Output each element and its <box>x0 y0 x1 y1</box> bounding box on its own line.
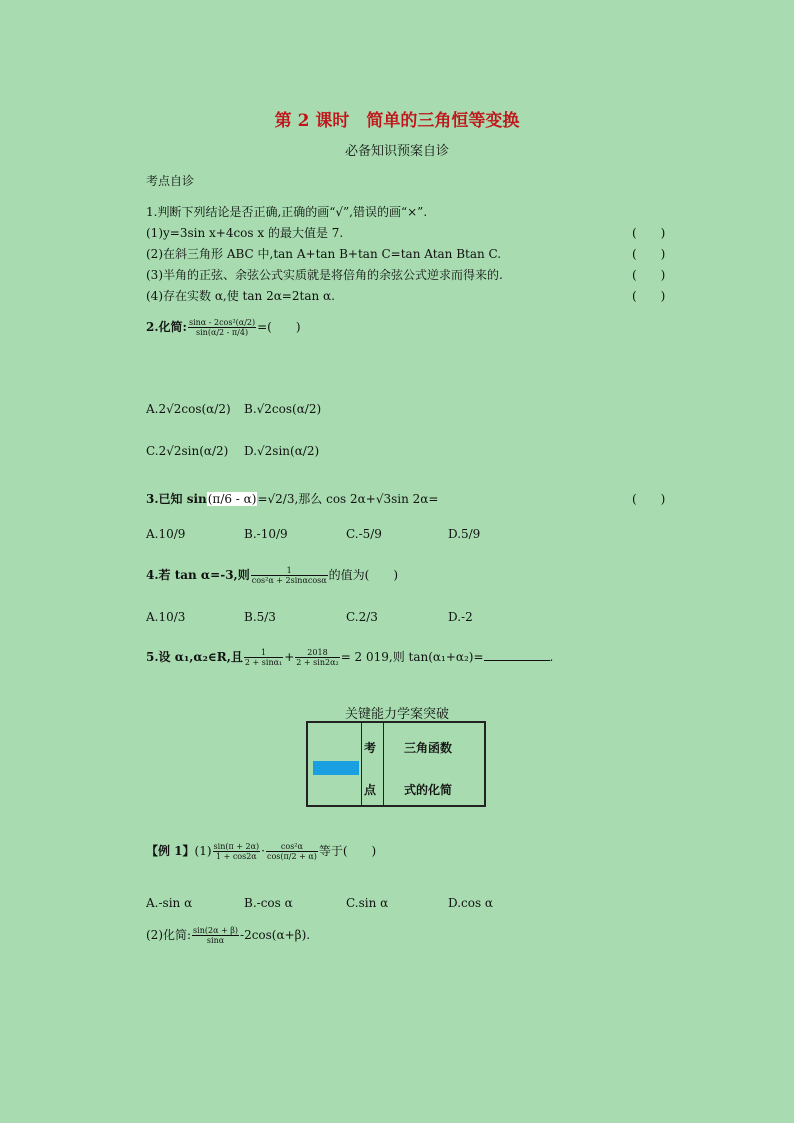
example-1-tail-2: -2cos(α+β). <box>240 928 311 943</box>
q1-item-2: (2)在斜三角形 ABC 中,tan A+tan B+tan C=tan Atan Btan C. <box>146 247 502 261</box>
example-1-option-c[interactable]: C.sin α <box>346 896 389 910</box>
q5-fraction-1 <box>244 648 283 667</box>
q2-option-b[interactable]: B.√2cos(α/2) <box>244 402 322 416</box>
q3-option-c[interactable]: C.-5/9 <box>346 527 382 541</box>
q2-lead: 2.化简: <box>146 320 187 335</box>
page-title: 第 2 课时 简单的三角恒等变换 <box>274 111 520 131</box>
q1-answer-paren-3[interactable]: ( ) <box>632 268 666 282</box>
example-1-fraction-2 <box>266 842 318 861</box>
q2-fraction <box>188 318 256 337</box>
example-1-option-b[interactable]: B.-cos α <box>244 896 293 910</box>
q4-stem <box>146 566 398 585</box>
q2-denominator: sin(α/2 - π/4) <box>196 328 249 338</box>
q2-tail: =( ) <box>257 320 301 335</box>
q4-tail: 的值为( ) <box>328 568 399 583</box>
q1-item-1: (1)y=3sin x+4cos x 的最大值是 7. <box>146 226 344 240</box>
q5-fraction-1-den: 2 + sinα₁ <box>244 658 283 668</box>
q4-option-d[interactable]: D.-2 <box>448 610 473 624</box>
q1-answer-paren-2[interactable]: ( ) <box>632 247 666 261</box>
section-heading-self-check: 考点自诊 <box>146 174 195 188</box>
example-1-tail: 等于( ) <box>318 844 377 859</box>
q5-end: . <box>549 650 554 665</box>
q2-option-d[interactable]: D.√2sin(α/2) <box>244 444 320 458</box>
section-heading-key-ability: 关键能力学案突破 <box>344 707 449 722</box>
example-1-fraction-1 <box>213 842 261 861</box>
example-1-fraction-1-num: sin(π + 2α) <box>213 842 260 851</box>
example-1-part-1-index: (1) <box>194 844 212 859</box>
topic-table <box>306 721 486 807</box>
example-1-part-1 <box>146 842 376 861</box>
q5-answer-blank[interactable] <box>484 650 550 661</box>
q3-option-d[interactable]: D.5/9 <box>448 527 481 541</box>
q3-option-b[interactable]: B.-10/9 <box>244 527 288 541</box>
q5-plus: + <box>284 650 295 665</box>
q2-stem <box>146 318 301 337</box>
q5-fraction-1-num: 1 <box>244 648 283 658</box>
table-cell-trig-function: 三角函数 <box>404 741 453 755</box>
q4-option-b[interactable]: B.5/3 <box>244 610 276 624</box>
q2-option-a[interactable]: A.2√2cos(α/2) <box>146 402 231 416</box>
q3-answer-paren[interactable]: ( ) <box>632 492 666 506</box>
q4-option-a[interactable]: A.10/3 <box>146 610 186 624</box>
q2-numerator: sinα - 2cos²(α/2) <box>188 318 256 327</box>
q3-rhs: =√2/3,那么 cos 2α+√3sin 2α= <box>257 492 439 506</box>
q4-fraction <box>251 566 328 585</box>
q2-option-c[interactable]: C.2√2sin(α/2) <box>146 444 229 458</box>
q1-item-4: (4)存在实数 α,使 tan 2α=2tan α. <box>146 289 335 303</box>
q4-numerator: 1 <box>251 566 328 576</box>
q5-lead: 5.设 α₁,α₂∈R,且 <box>146 650 243 665</box>
example-1-option-a[interactable]: A.-sin α <box>146 896 193 910</box>
q1-stem: 1.判断下列结论是否正确,正确的画“√”,错误的画“×”. <box>146 205 428 219</box>
q3-stem <box>146 490 438 507</box>
q5-fraction-2-den: 2 + sin2α₂ <box>296 658 339 668</box>
q5-stem <box>146 648 553 667</box>
q3-option-a[interactable]: A.10/9 <box>146 527 186 541</box>
example-1-fraction-2-num: cos²α <box>266 842 318 852</box>
table-cell-kao: 考 <box>364 741 377 755</box>
example-1-fraction-1-den: 1 + cos2α <box>215 852 257 862</box>
example-1-fraction-3-den: sinα <box>206 936 225 946</box>
example-1-label: 【例 1】 <box>146 844 195 859</box>
example-1-option-d[interactable]: D.cos α <box>448 896 494 910</box>
q4-lead: 4.若 tan α=-3,则 <box>146 568 250 583</box>
q4-option-c[interactable]: C.2/3 <box>346 610 378 624</box>
table-cell-simplification: 式的化简 <box>404 783 453 797</box>
table-cell-dian: 点 <box>364 783 377 797</box>
blue-placeholder-box <box>313 761 359 775</box>
q3-argument: (π/6 - α) <box>207 492 257 506</box>
table-divider-1 <box>361 723 362 805</box>
example-1-fraction-2-den: cos(π/2 + α) <box>266 852 317 862</box>
example-1-fraction-3 <box>192 926 239 945</box>
table-divider-2 <box>383 723 384 805</box>
example-1-part-2-lead: (2)化简: <box>146 928 192 943</box>
q1-answer-paren-4[interactable]: ( ) <box>632 289 666 303</box>
example-1-dot: · <box>261 844 265 859</box>
q3-lead: 3.已知 sin <box>146 492 207 506</box>
q5-tail: = 2 019,则 tan(α₁+α₂)= <box>340 650 484 665</box>
q1-item-3: (3)半角的正弦、余弦公式实质就是将倍角的余弦公式逆求而得来的. <box>146 268 503 282</box>
q4-denominator: cos²α + 2sinαcosα <box>251 576 327 586</box>
page-subtitle: 必备知识预案自诊 <box>344 144 449 159</box>
q1-answer-paren-1[interactable]: ( ) <box>632 226 666 240</box>
example-1-fraction-3-num: sin(2α + β) <box>193 926 239 935</box>
q5-fraction-2-num: 2018 <box>295 648 339 658</box>
example-1-part-2 <box>146 926 310 945</box>
q5-fraction-2 <box>295 648 339 667</box>
